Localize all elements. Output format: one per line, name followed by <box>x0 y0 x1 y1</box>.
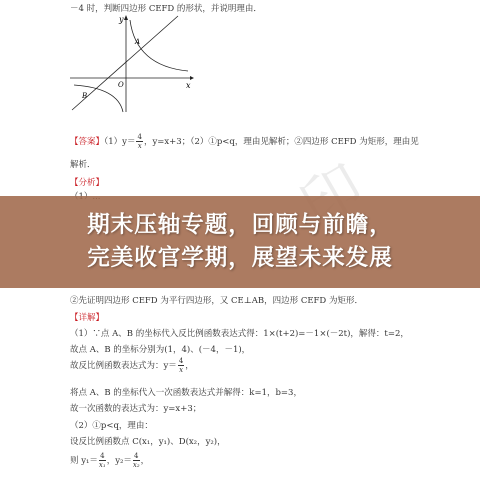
analysis-q2-line: ②先证明四边形 CEFD 为平行四边形，又 CE⊥AB，四边形 CEFD 为矩形． <box>70 296 363 306</box>
question-line: －4 时，判断四边形 CEFD 的形状，并说明理由． <box>70 4 262 14</box>
answer-tag: 【答案】 <box>70 137 105 147</box>
x-axis-arrow <box>190 76 194 80</box>
x-label: x <box>186 81 191 90</box>
origin-label: O <box>118 81 124 89</box>
detail-line-8: 则 y₁＝ $\frac{4}{\text{x₁}}$ ，y₂＝ $\frac{4}{\text{x₂}}$ ， <box>70 452 150 469</box>
banner-line-2: 完美收官学期，展望未来发展 <box>87 245 393 271</box>
answer-line-2: 解析． <box>70 160 96 170</box>
analysis-tag: 【分析】 <box>70 178 105 188</box>
detail-line-3: 故反比例函数表达式为：y＝ $\frac{4}{x}$ ， <box>70 357 194 374</box>
detail-fraction: $\frac{4}{x}$ <box>178 357 184 374</box>
linear-function-line <box>72 16 178 110</box>
detail-fraction-2: $\frac{4}{\text{x₂}}$ <box>132 452 140 469</box>
detail-fraction-1: $\frac{4}{\text{x₁}}$ <box>98 452 106 469</box>
detail-line-5: 故一次函数的表达式为：y=x+3； <box>70 404 202 414</box>
point-b-label: B <box>82 92 88 100</box>
detail-line-7: 设反比例函数点 C(x₁，y₁)、D(x₂，y₂)， <box>70 437 226 447</box>
detail-line-1: （1）∵点 A、B 的坐标代入反比例函数表达式得：1×(t+2)=－1×(－2t)，解得：t=2， <box>70 329 409 339</box>
title-banner <box>0 196 480 288</box>
answer-line <box>70 133 419 150</box>
answer-fraction: $\frac{4}{x}$ <box>137 133 142 150</box>
answer-part2: ，y=x+3；（2）①p<q，理由见解析；②四边形 CEFD 为矩形，理由见 <box>143 137 419 147</box>
y-label: y <box>119 15 124 24</box>
detail-line-2: 故点 A、B 的坐标分别为(1，4)、(－4，－1)， <box>70 345 251 355</box>
function-graph <box>66 14 196 114</box>
y-axis-arrow <box>124 15 128 20</box>
point-a-label: A <box>135 38 141 46</box>
detail-tag: 【详解】 <box>70 313 105 323</box>
detail-line-4: 将点 A、B 的坐标代入一次函数表达式并解得：k=1，b=3， <box>70 388 302 398</box>
answer-part1: （1）y＝ <box>104 137 136 147</box>
banner-line-1: 期末压轴专题，回顾与前瞻， <box>87 212 393 238</box>
detail-line-6: （2）①p<q，理由： <box>70 421 153 431</box>
